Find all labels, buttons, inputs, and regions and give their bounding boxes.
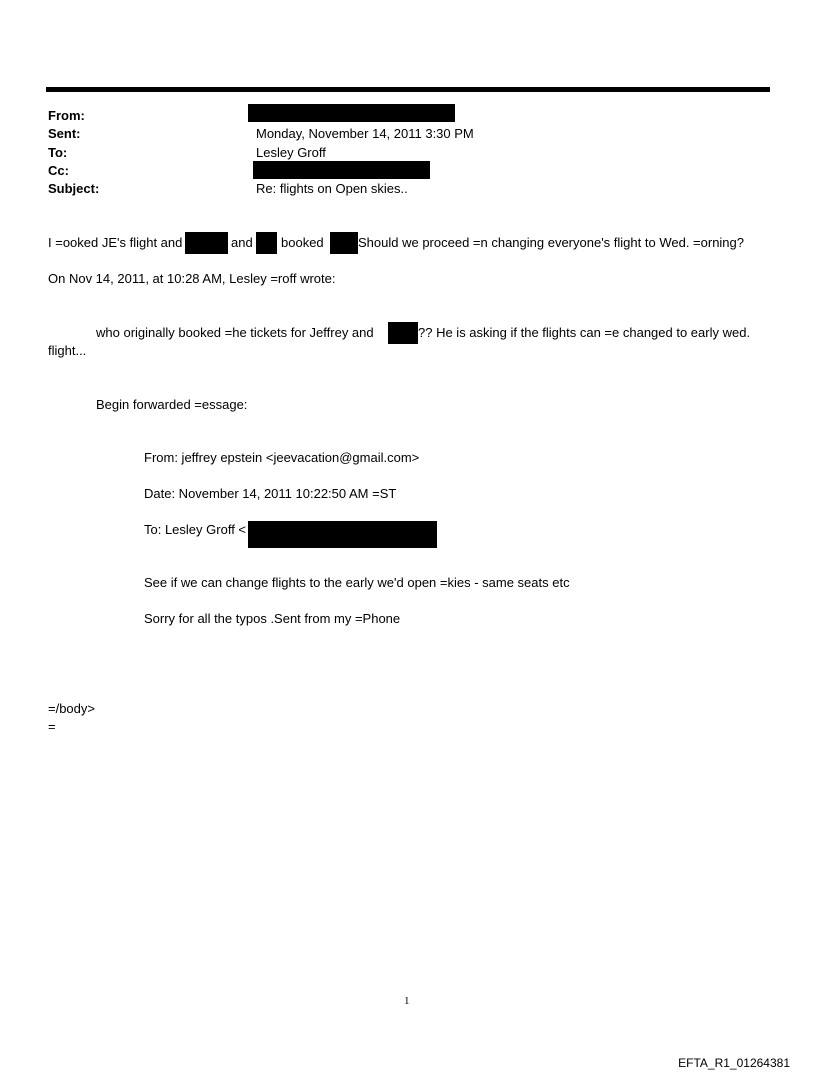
fwd-line1: See if we can change flights to the early we'd open =kies - same seats etc (144, 575, 570, 590)
subject-value: Re: flights on Open skies.. (256, 181, 408, 196)
subject-label: Subject: (48, 181, 100, 196)
body-p1-d: Should we proceed =n changing everyone's flight to Wed. =orning? (358, 235, 745, 250)
end-line1: =/body> (48, 701, 95, 716)
cc-label: Cc: (48, 163, 69, 178)
body-p3-b: ?? He is asking if the flights can =e changed to early wed. (418, 325, 751, 340)
fwd-line2: Sorry for all the typos .Sent from my =Phone (144, 611, 401, 626)
fwd-from: From: jeffrey epstein <jeevacation@gmail.com> (144, 450, 420, 465)
document-id: EFTA_R1_01264381 (678, 1056, 790, 1070)
sent-label: Sent: (48, 126, 81, 141)
redaction-p3 (388, 322, 418, 344)
fwd-date: Date: November 14, 2011 10:22:50 AM =ST (144, 486, 397, 501)
body-p4: Begin forwarded =essage: (96, 397, 248, 412)
redaction-cc (253, 161, 430, 179)
body-p1-b: and (231, 235, 253, 250)
redaction-p1-3 (330, 232, 358, 254)
to-value: Lesley Groff (256, 145, 326, 160)
from-label: From: (48, 108, 85, 123)
body-p1-a: I =ooked JE's flight and (48, 235, 183, 250)
body-p3-c: flight... (48, 343, 87, 358)
fwd-to: To: Lesley Groff < (144, 522, 247, 537)
redaction-fwd-to (248, 521, 437, 548)
redaction-p1-2 (256, 232, 277, 254)
body-p3-a: who originally booked =he tickets for Jeffrey and (96, 325, 374, 340)
body-p1-c: booked (281, 235, 324, 250)
header-rule (46, 87, 770, 92)
redaction-from (248, 104, 455, 122)
redaction-p1-1 (185, 232, 228, 254)
body-p2: On Nov 14, 2011, at 10:28 AM, Lesley =roff wrote: (48, 271, 336, 286)
to-label: To: (48, 145, 68, 160)
sent-value: Monday, November 14, 2011 3:30 PM (256, 126, 474, 141)
end-line2: = (48, 719, 56, 734)
page-number: 1 (404, 995, 410, 1007)
